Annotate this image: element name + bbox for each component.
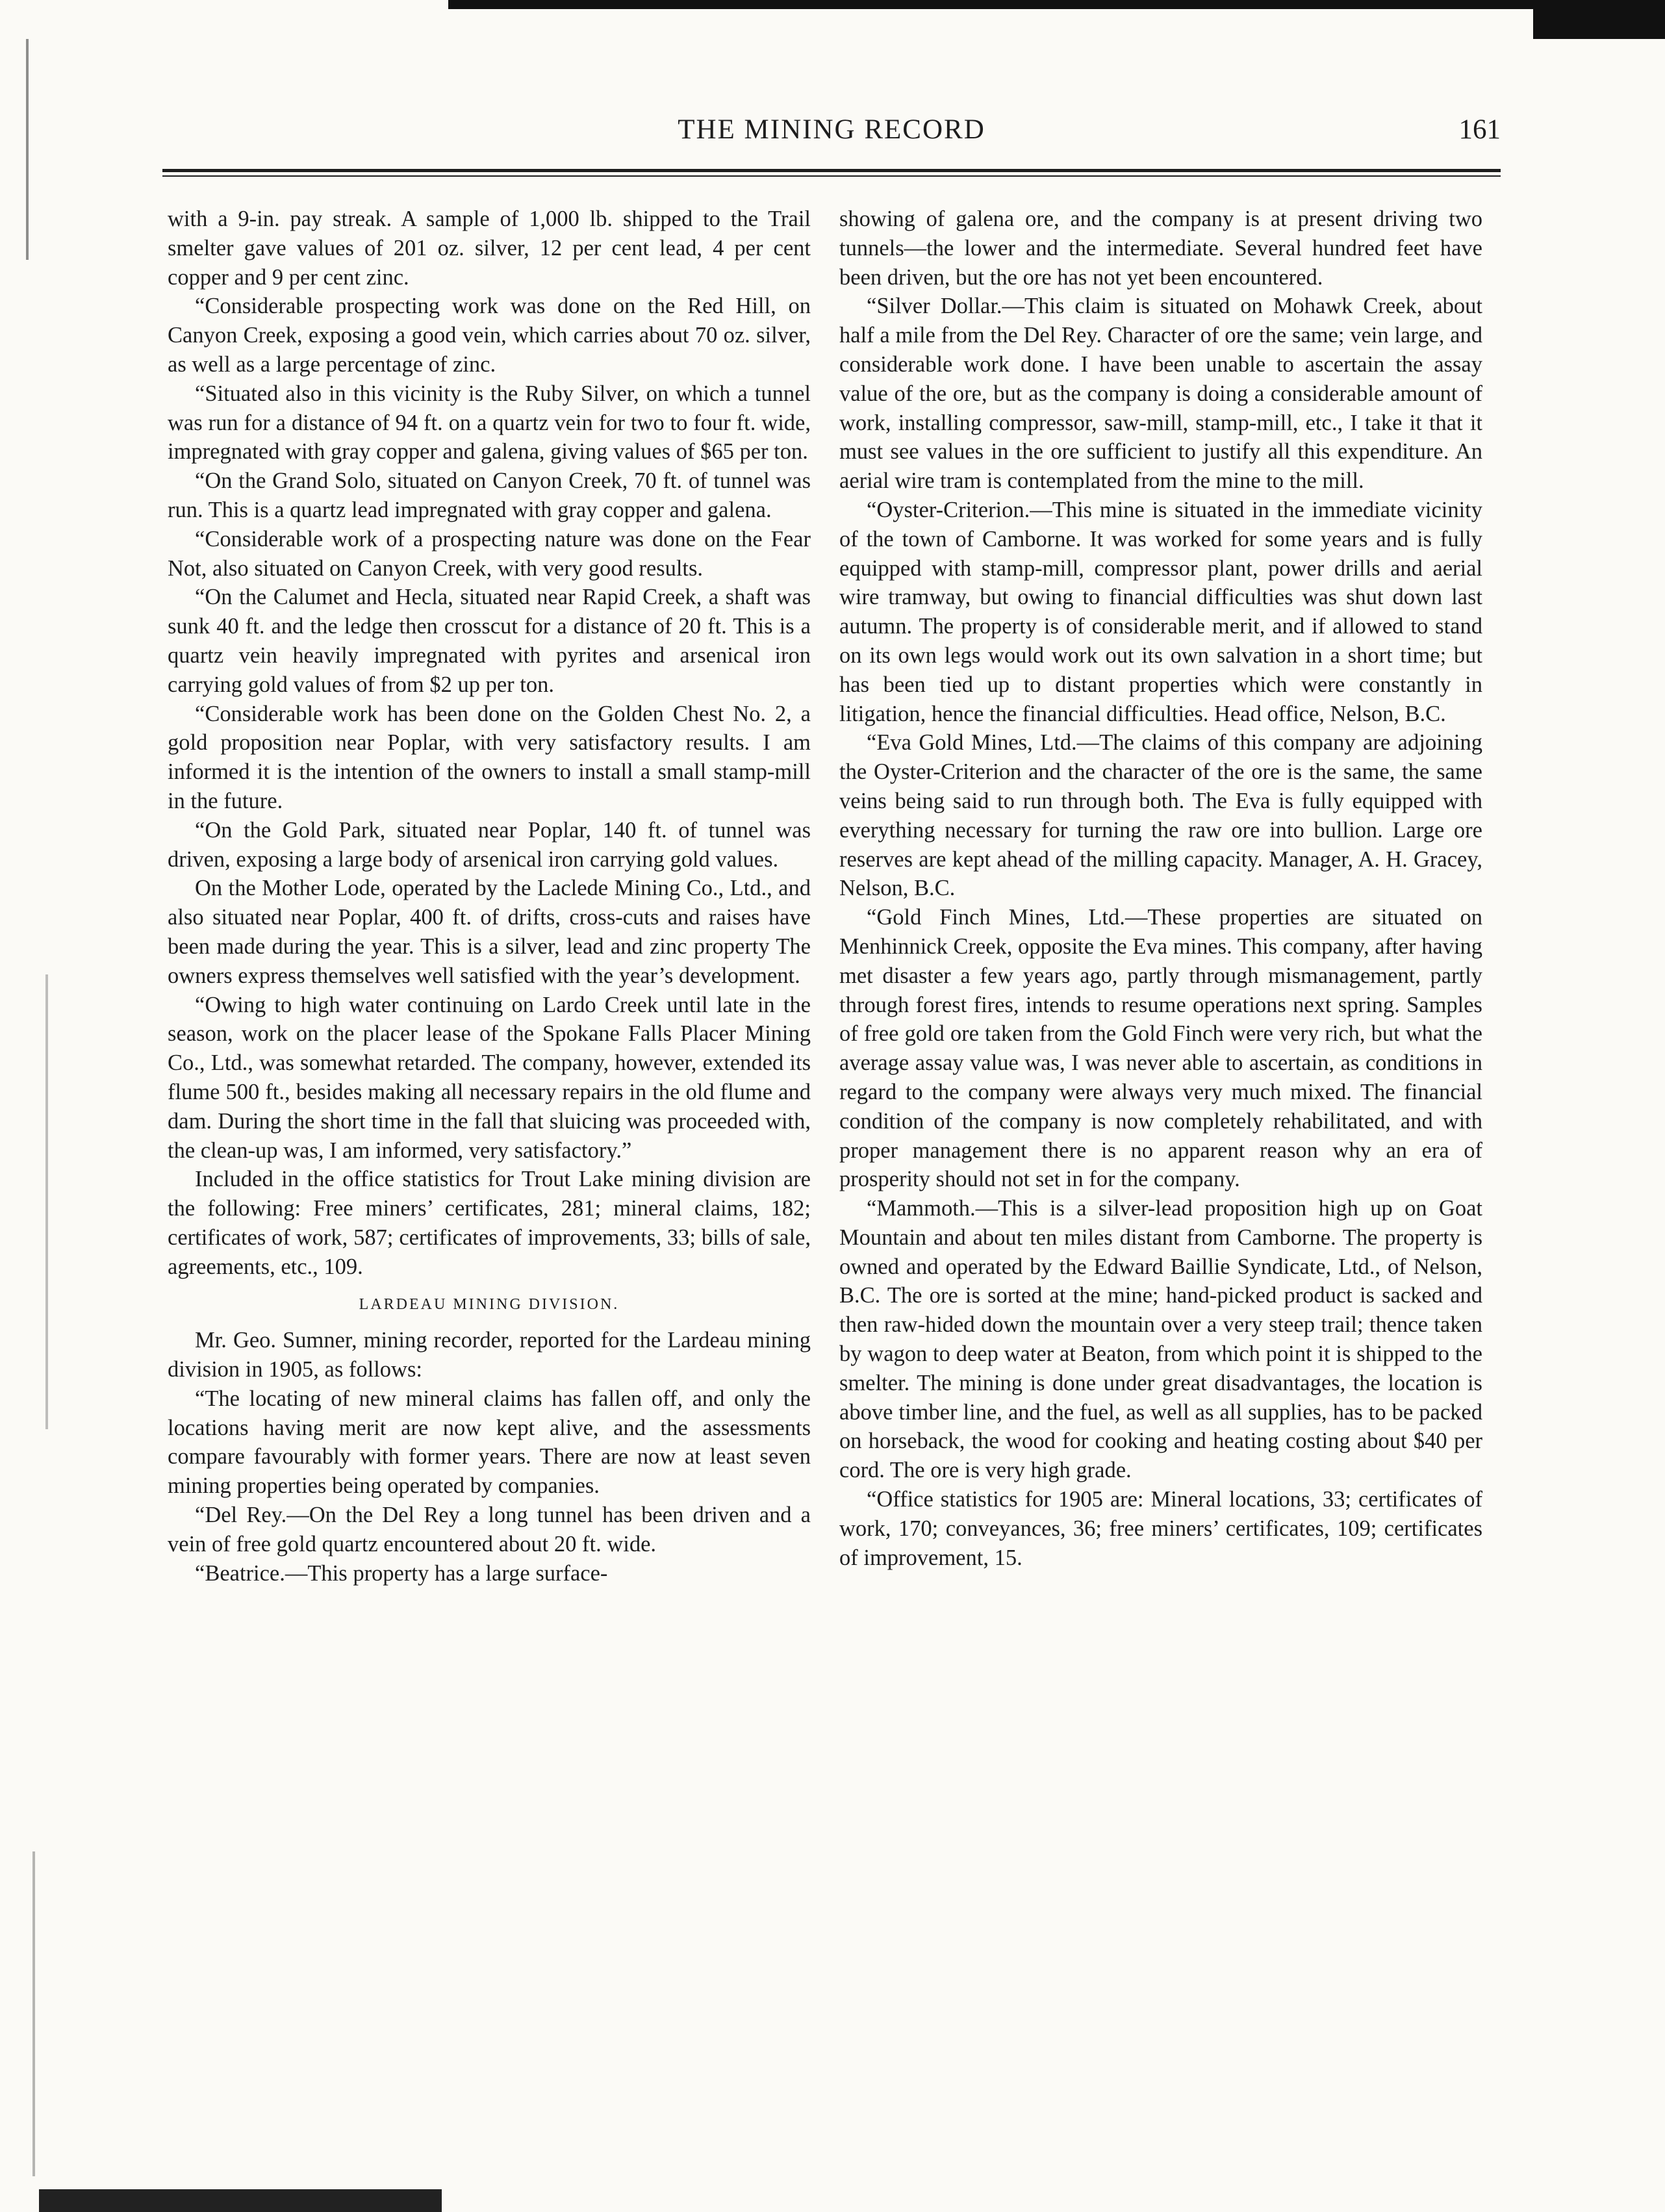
- paragraph: Included in the office statistics for Trout Lake mining division are the following: Free miners’ certificates, 281; mineral claims, 182; certificates of work, 587; certificates of improvements, 33; bills of sale, agreements, etc., 109.: [168, 1167, 811, 1279]
- paragraph: “On the Calumet and Hecla, situated near Rapid Creek, a shaft was sunk 40 ft. and the ledge then crosscut for a distance of 20 ft. This is a quartz vein heavily impregnated with pyrites and arsenical iron carrying gold values of from $2 up per ton.: [168, 585, 811, 697]
- scan-border-corner: [1533, 0, 1665, 39]
- page-header: [162, 114, 1501, 153]
- header-rule-thin: [162, 175, 1501, 177]
- header-rule: [162, 169, 1501, 172]
- scan-border-top: [448, 0, 1665, 9]
- binding-shadow: [26, 39, 29, 260]
- paragraph: “Considerable work of a prospecting nature was done on the Fear Not, also situated on Canyon Creek, with very good results.: [168, 526, 811, 581]
- paragraph: “Eva Gold Mines, Ltd.—The claims of this company are adjoining the Oyster-Criterion and the character of the ore is the same, the same veins being said to run through both. The Eva is fully equipped with everything necessary for turning the raw ore into bullion. Large ore reserves are kept ahead of the milling capacity. Manager, A. H. Gracey, Nelson, B.C.: [839, 730, 1482, 901]
- scan-border-bottom: [39, 2189, 442, 2212]
- paragraph: with a 9-in. pay streak. A sample of 1,000 lb. shipped to the Trail smelter gave values of 201 oz. silver, 12 per cent lead, 4 per cent copper and 9 per cent zinc.: [168, 207, 811, 290]
- binding-shadow: [45, 974, 48, 1429]
- paragraph: “Considerable prospecting work was done on the Red Hill, on Canyon Creek, exposing a good vein, which carries about 70 oz. silver, as well as a large percentage of zinc.: [168, 294, 811, 377]
- section-heading: LARDEAU MINING DIVISION.: [359, 1296, 620, 1314]
- paragraph: Mr. Geo. Sumner, mining recorder, reported for the Lardeau mining division in 1905, as follows:: [168, 1328, 811, 1382]
- paragraph: On the Mother Lode, operated by the Laclede Mining Co., Ltd., and also situated near Poplar, 400 ft. of drifts, cross-cuts and raises have been made during the year. This is a silver, lead and zinc property The owners express themselves well satisfied with the year’s development.: [168, 876, 811, 988]
- left-column: [168, 205, 811, 1588]
- paragraph: “Del Rey.—On the Del Rey a long tunnel has been driven and a vein of free gold quartz encountered about 20 ft. wide.: [168, 1503, 811, 1557]
- binding-shadow: [32, 1851, 35, 2176]
- running-title: THE MINING RECORD: [678, 114, 985, 145]
- paragraph: “On the Gold Park, situated near Poplar, 140 ft. of tunnel was driven, exposing a large body of arsenical iron carrying gold values.: [168, 817, 811, 872]
- paragraph: “Considerable work has been done on the Golden Chest No. 2, a gold proposition near Poplar, with very satisfactory results. I am informed it is the intention of the owners to install a small stamp-mill in the future.: [168, 701, 811, 813]
- right-column: [839, 205, 1482, 1572]
- paragraph: “Office statistics for 1905 are: Mineral locations, 33; certificates of work, 170; conveyances, 36; free miners’ certificates, 109; certificates of improvement, 15.: [839, 1487, 1482, 1570]
- paragraph: “The locating of new mineral claims has fallen off, and only the locations having merit are now kept alive, and the assessments compare favourably with former years. There are now at least seven mining properties being operated by companies.: [168, 1386, 811, 1499]
- paragraph: “Situated also in this vicinity is the Ruby Silver, on which a tunnel was run for a distance of 94 ft. on a quartz vein for two to four ft. wide, impregnated with gray copper and galena, giving values of $65 per ton.: [168, 381, 811, 464]
- paragraph: “Oyster-Criterion.—This mine is situated in the immediate vicinity of the town of Camborne. It was worked for some years and is fully equipped with stamp-mill, compressor plant, power drills and aerial wire tramway, but owing to financial difficulties was shut down last autumn. The property is of considerable merit, and if allowed to stand on its own legs would work out its own salvation in a short time; but has been tied up to distant properties which were constantly in litigation, hence the financial difficulties. Head office, Nelson, B.C.: [839, 497, 1482, 726]
- paragraph: “Gold Finch Mines, Ltd.—These properties are situated on Menhinnick Creek, opposite the Eva mines. This company, after having met disaster a few years ago, partly through mismanagement, partly through forest fires, intends to resume operations next spring. Samples of free gold ore taken from the Gold Finch were very rich, but what the average assay value was, I was never able to ascertain, as conditions in regard to the company were always very much mixed. The financial condition of the company is now completely rehabilitated, and with proper management there is no apparent reason why an era of prosperity should not set in for the company.: [839, 905, 1482, 1192]
- paragraph: “On the Grand Solo, situated on Canyon Creek, 70 ft. of tunnel was run. This is a quartz lead impregnated with gray copper and galena.: [168, 468, 811, 522]
- paragraph: “Silver Dollar.—This claim is situated on Mohawk Creek, about half a mile from the Del Rey. Character of ore the same; vein large, and considerable work done. I have been unable to ascertain the assay value of the ore, but as the company is doing a considerable amount of work, installing compressor, saw-mill, stamp-mill, etc., I take it that it must see values in the ore sufficient to justify all this expenditure. An aerial wire tram is contemplated from the mine to the mill.: [839, 294, 1482, 494]
- paragraph: showing of galena ore, and the company is at present driving two tunnels—the lower and the intermediate. Several hundred feet have been driven, but the ore has not yet been encountered.: [839, 207, 1482, 290]
- paragraph: “Owing to high water continuing on Lardo Creek until late in the season, work on the placer lease of the Spokane Falls Placer Mining Co., Ltd., was somewhat retarded. The company, however, extended its flume 500 ft., besides making all necessary repairs in the old flume and dam. During the short time in the fall that sluicing was proceeded with, the clean-up was, I am informed, very satisfactory.”: [168, 992, 811, 1163]
- paragraph: “Mammoth.—This is a silver-lead proposition high up on Goat Mountain and about ten miles distant from Camborne. The property is owned and operated by the Edward Baillie Syndicate, Ltd., of Nelson, B.C. The ore is sorted at the mine; hand-picked product is sacked and then raw-hided down the mountain over a very steep trail; thence taken by wagon to deep water at Beaton, from which point it is shipped to the smelter. The mining is done under great disadvantages, the location is above timber line, and the fuel, as well as all supplies, has to be packed on horseback, the wood for cooking and heating costing about $40 per cord. The ore is very high grade.: [839, 1196, 1482, 1483]
- page-number: 161: [1458, 114, 1501, 145]
- paragraph: “Beatrice.—This property has a large surface-: [195, 1560, 608, 1586]
